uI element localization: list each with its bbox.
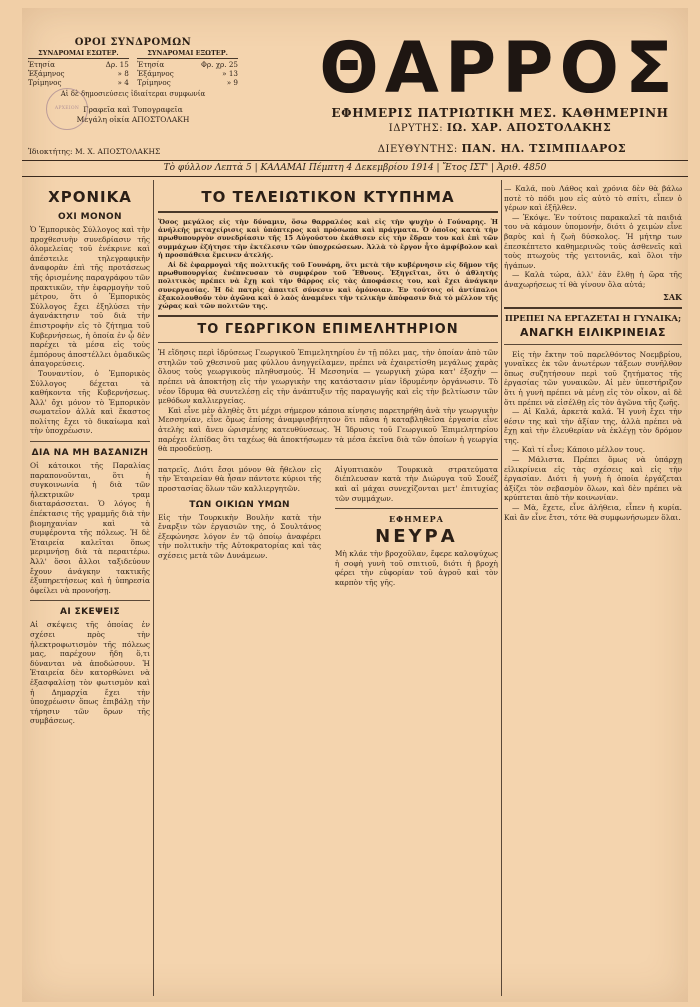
office-line-1: Γραφεῖα καὶ Τυπογραφεῖα (83, 105, 183, 114)
article-heading: ΑΙ ΣΚΕΨΕΙΣ (59, 607, 120, 618)
column-divider (153, 180, 154, 996)
lead-article-text: Αἱ δὲ ἐφαρμογαὶ τῆς πολιτικῆς τοῦ Γουνάρη, ὅτι μετὰ τὴν κυβέρνησιν εἰς δῆμον τῆς πρωθυπουργίας ἐνέπνευσαν τὸ συμφέρον τοῦ Ἔθνους. Ἐξηγεῖται, ὅτι ὁ ἀθλητὴς πολιτικὸς πρέπει νὰ ἔχῃ καὶ τὴν θάρρος εἰς τὰς ἀποφάσεις του, καὶ ἔχει ἀνάγκην συνεργασίας. Ἡ δὲ πατρὶς ἀπαιτεῖ σύνεσιν καὶ ὁμόνοιαν. Ἐν τούτοις οἱ ἀντίπαλοι ἐξακολουθοῦν τὸν ἀγῶνα καὶ ὁ λαὸς ἀναμένει τὴν τελικὴν ἀπόφασιν διὰ τὸ μέλλον τῆς χώρας καὶ τῶν πολιτῶν της. (158, 261, 498, 311)
column-divider (501, 180, 502, 996)
divider (30, 600, 150, 601)
article-text: Ἡ εἴδησις περὶ ἱδρύσεως Γεωργικοῦ Ἐπιμελητηρίου ἐν τῇ πόλει μας, τὴν ὁποίαν ἀπὸ τῶν στηλῶν τοῦ χθεσινοῦ μας φύλλου ἀνηγγείλαμεν, πρέπει νὰ ἐχαιρετίσθη μεγάλως χαρὰς ὅλους τοὺς γεωργικοὺς πληθυσμούς. Ἡ Μεσσηνία — γεωργικὴ χώρα κατ' ἐξοχὴν — πρέπει νὰ ἀποκτήσῃ εἰς τὴν γεωργικὴν της κατάστασιν μίαν ἰδρυμένην ὀργάνωσιν. Τὸ νέον ἴδρυμα θὰ συντελέσῃ εἰς τὴν ἀνάπτυξιν τῆς παραγωγῆς καὶ εἰς τὴν βελτίωσιν τῶν μεθόδων καλλιεργείας. (158, 348, 498, 406)
rate-value: » 4 (117, 78, 129, 87)
signature: ΣΑΚ (663, 291, 682, 302)
article-heading: ΔΙΑ ΝΑ ΜΗ ΒΑΣΑΝΙΖΗ (31, 448, 149, 459)
article-text: — Καὶ τί εἶνε; Κάποιο μέλλον τους. (512, 445, 646, 455)
rate-value: » 13 (222, 69, 238, 78)
director-name: ΠΑΝ. ΗΛ. ΤΣΙΜΠΙΔΑΡΟΣ (461, 142, 627, 155)
article-heading: ΤΩΝ ΟΙΚΙΩΝ ΥΜΩΝ (189, 499, 290, 510)
newspaper-title: ΘΑΡΡΟΣ (319, 27, 679, 109)
founder-label: ΙΔΡΥΤΗΣ: (388, 123, 444, 134)
article-text: Εἰς τὴν Τουρκικὴν Βουλὴν κατὰ τὴν ἔναρξιν τῶν ἐργασιῶν της, ὁ Σουλτάνος ἐξεφώνησε λόγον ἐν τῷ ὁποίῳ ἀναφέρει τὴν πολιτικὴν τῆς Αὐτοκρατορίας καὶ τὰς σχέσεις μετὰ τῶν Δυνάμεων. (158, 512, 322, 560)
agriculture-heading: ΤΟ ΓΕΩΡΓΙΚΟΝ ΕΠΙΜΕΛΗΤΗΡΙΟΝ (197, 322, 459, 338)
divider (30, 441, 150, 442)
divider (504, 307, 682, 309)
subscription-title: ΟΡΟΙ ΣΥΝΔΡΟΜΩΝ (74, 37, 192, 48)
newspaper-subtitle: ΕΦΗΜΕΡΙΣ ΠΑΤΡΙΩΤΙΚΗ ΜΕΣ. ΚΑΘΗΜΕΡΙΝΗ (331, 106, 669, 120)
rate-label: Ἐτησία (137, 60, 165, 69)
column-chronicles (30, 184, 150, 726)
story-text: — Καλὰ τώρα, ἀλλ' ἐὰν ἔλθῃ ἡ ὥρα τῆς ἀναχωρήσεως τί θὰ γίνουν ὅλα αὐτά; (504, 270, 682, 289)
chronicles-heading: ΧΡΟΝΙΚΑ (48, 188, 132, 206)
article-text: Οἱ κάτοικοι τῆς Παραλίας παραπονοῦνται, ὅτι ἡ συγκοινωνία ἡ διὰ τῶν ἠλεκτρικῶν τραμ διαταράσσεται. Ὁ λόγος ἡ ἐπέκτασις τῆς γραμμῆς διὰ τὴν βιομηχανίαν καὶ τὰ συμφέροντα τῆς πόλεως. Ἡ δὲ Ἑταιρεία καλεῖται ὅπως μεριμνήσῃ διὰ τὰ περαιτέρω. Ἀλλ' ὅσοι ἄλλοι ταξιδεύουν ἔχουν ἀνάγκην τακτικῆς ἐξυπηρετήσεως καὶ ἡ ὑπηρεσία ὀφείλει νὰ προνοήσῃ. (30, 461, 150, 595)
article-text: Αἰγυπτιακὸν Τουρκικὰ στρατεύματα διέπλευσαν κατὰ τὴν Διώρυγα τοῦ Σουέζ καὶ αἱ μάχαι συνεχίζονται μετ' ἐπιτυχίας τῶν συμμάχων. (334, 464, 498, 503)
outer-rates (137, 49, 238, 87)
column-right (504, 184, 682, 522)
rate-label: Ἑξάμηνος (28, 69, 65, 78)
lead-article-heading: ΤΟ ΤΕΛΕΙΩΤΙΚΟΝ ΚΤΥΠΗΜΑ (201, 188, 455, 206)
rate-value: Δρ. 15 (105, 60, 129, 69)
ads-note: Αἱ δὲ δημοσιεύσεις ἰδιαίτεραι συμφωνία (60, 90, 206, 98)
inner-rates-title: ΣΥΝΔΡΟΜΑΙ ΕΣΩΤΕΡ. (28, 49, 129, 59)
article-text: — Μάλιστα. Πρέπει ὅμως νὰ ὑπάρχῃ εἰλικρίνεια εἰς τὰς σχέσεις καὶ εἰς τὴν ἐργασίαν. Διότι ἡ γυνὴ ἡ ὁποία ἐργάζεται ἀξίζει τὸν σεβασμὸν ὅλων, καὶ δὲν πρέπει νὰ κρύπτεται ἀπὸ τὴν κοινωνίαν. (504, 455, 682, 503)
article-text: Ὁ Ἐμπορικὸς Σύλλογος καὶ τὴν προχθεσινὴν συνεδρίασιν τῆς ὁλομελείας τοῦ ἐνέκρινε καὶ ἀπέστειλε τηλεγραφικὴν ἀναφορὰν ἐπὶ τῆς προτάσεως τῆς ὁρισμένης παραγράφου τῶν πρακτικῶν, τὴν ἐφαρμογὴν τοῦ μέτρου, ὅτι ὁ Ἐμπορικὸς Σύλλογος ἔχει ἐξηλύσει τὴν ἀγανάκτησιν τοῦ διὰ τὴν ἐπιστροφὴν εἰς τὸ ζήτημα τοῦ Κυβερνήσεως, ἡ ὁποία ἐν ᾧ δὲν παρέχει τὰ μέσα εἰς τοὺς ἐμπόρους ἀποστέλλει ὁμαδικῶς ἀπαγορεύσεις. (30, 225, 150, 369)
office-line-2: Μεγάλη οἰκία ΑΠΟΣΤΟΛΑΚΗ (76, 115, 190, 124)
lead-article-text: Ὅσος μεγάλος εἰς τὴν δύναμιν, ὅσω θαρραλέος καὶ εἰς τὴν ψυχὴν ὁ Γούναρης. Ἡ ἀνήλεὴς μεταχείρισις καὶ ὑπόπτερος καὶ πρόσωπα καὶ πράγματα. Ὁ ὁποῖος κατὰ τὴν πρωθυπουργὸν συνεδρίασιν τῆς 15 Αὐγούστου ἐκάθισεν εἰς τὴν ἔδραν του καὶ ἐπὶ τῶν συμμάχων ἐζήτησε τὴν ἐκτέλεσιν τῶν ὑποχρεώσεων. Ἀλλὰ τὸ ἔργον ἦτο ἀμφίβολον καὶ ἡ προσπάθεια ἔμεινεν ἀτελής. (158, 218, 498, 259)
article-text: Εἰς τὴν ἔκτην τοῦ παρελθόντος Νοεμβρίου, γυναῖκες ἐκ τῶν ἀνωτέρων τάξεων συνῆλθον ὅπως συζητήσουν περὶ τοῦ ζητήματος τῆς ἐργασίας τῶν γυναικῶν. Αἱ μὲν ὑπεστήριζον ὅτι ἡ γυνὴ πρέπει νὰ μένῃ εἰς τὸν οἶκον, αἱ δὲ ὅτι πρέπει νὰ εἰσέλθῃ εἰς τὸν ἀγῶνα τῆς ζωῆς. (504, 349, 682, 407)
bottom-left (158, 465, 321, 588)
divider (158, 211, 498, 213)
column-main (158, 184, 498, 588)
director-line (302, 142, 700, 155)
owner-line: Ἰδιοκτήτης: Μ. Χ. ΑΠΟΣΤΟΛΑΚΗΣ (28, 147, 161, 156)
director-label: ΔΙΕΥΘΥΝΤΗΣ: (377, 144, 458, 155)
article-text: πατρεῖς. Διότι ἔσοι μόνον θὰ ἤθελον εἰς τὴν Ἑταιρείαν θὰ ἦσαν πάντοτε κύριοι τῆς προστασίας ὅλων τῶν καλλιεργητῶν. (158, 464, 322, 493)
newspaper-page (22, 8, 688, 1002)
article-text: Τουναντίον, ὁ Ἐμπορικὸς Σύλλογος δέχεται τὰ καθήκοντα τῆς Κυβερνήσεως. Ἀλλ' ὄχι μόνον τὸ Ἐμπορικὸν σωματεῖον ἀλλὰ καὶ ἕκαστος πολίτης ἔχει τὸ δικαίωμα καὶ τὴν ὑποχρέωσιν. (30, 368, 150, 436)
inner-rates (28, 49, 129, 87)
column-label: ΕΦΗΜΕΡΑ (389, 514, 444, 525)
divider (158, 342, 498, 343)
article-text: Αἱ σκέψεις τῆς ὁποίας ἐν σχέσει πρὸς τὴν ἠλεκτροφωτισμὸν τῆς πόλεως μας, παρέχουν ἤδη ὅ,τι δύνανται νὰ ἀποδώσουν. Ἡ Ἑταιρεία δὲν κατορθώνει νὰ ἐξασφαλίσῃ τὸν φωτισμὸν καὶ ἡ Δημαρχία ἔχει τὴν ὑποχρέωσιν ὅπως ἐπιβάλῃ τὴν τήρησιν τῶν ὅρων τῆς συμβάσεως. (30, 620, 150, 726)
dateline: Τὸ φύλλον Λεπτὰ 5 | ΚΑΛΑΜΑΙ Πέμπτη 4 Δεκεμβρίου 1914 | Ἔτος ΙΣΤ' | Ἀριθ. 4850 (22, 160, 688, 177)
divider (335, 508, 498, 509)
founder-line (290, 121, 700, 134)
rate-value: Φρ. χρ. 25 (201, 60, 238, 69)
divider (504, 344, 682, 345)
article-text: — Μὰ, ἔχετε, εἶνε ἀλήθεια, εἶπεν ἡ κυρία. Καὶ ἂν εἶνε ἔτσι, τότε θὰ συμφωνήσωμεν ὅλαι. (504, 503, 682, 522)
rate-value: » 9 (226, 78, 238, 87)
divider (158, 315, 498, 317)
article-heading: ΟΧΙ ΜΟΝΟΝ (58, 212, 122, 222)
rate-label: Ἐτησία (28, 60, 55, 69)
article-text: — Αἱ Καλά, ἀρκετὰ καλά. Ἡ γυνὴ ἔχει τὴν θέσιν της καὶ τὴν ἀξίαν της, ἀλλὰ πρέπει νὰ ἔχῃ καὶ τὴν ἐλευθερίαν νὰ ἐκλέγῃ τὸν δρόμον της. (504, 407, 682, 445)
rate-value: » 8 (117, 69, 129, 78)
outer-rates-title: ΣΥΝΔΡΟΜΑΙ ΕΞΩΤΕΡ. (137, 49, 238, 59)
archive-stamp: ΑΡΧΕΙΟΝ (46, 88, 88, 130)
story-text: — Καλά, ποὺ Λάθος καὶ χρόνια δὲν θὰ βάλω ποτὲ τὸ πόδι μου εἰς αὐτὸ τὸ σπίτι, εἶπεν ὁ γέρων καὶ ἐξῆλθεν. (504, 184, 682, 213)
nevra-heading: ΝΕΥΡΑ (375, 526, 458, 548)
story-text: — Ἐκόψε. Ἐν τούτοις παρακαλεῖ τὰ παιδιά του νὰ κάμουν ὑπομονήν, διότι ὁ χειμὼν εἶνε βαρὺς καὶ ἡ ζωὴ δύσκολος. Ἡ μήτηρ των ἐπεσκέπτετο καθημερινῶς τοὺς ἀσθενεῖς καὶ τοὺς πτωχοὺς τῆς γειτονιᾶς, καὶ ὅλοι τὴν ἠγάπων. (504, 212, 682, 270)
article-heading: ΑΝΑΓΚΗ ΕΙΛΙΚΡΙΝΕΙΑΣ (519, 325, 667, 339)
bottom-right (335, 465, 498, 588)
rate-label: Τρίμηνος (28, 78, 62, 87)
article-text: Μὴ κλάε τὴν βροχοῦλαν, ἔφερε καλοψύχως ἡ σοφὴ γυνὴ τοῦ σπιτιοῦ, διότι ἡ βροχὴ φέρει τὴν εὐφορίαν τοῦ ἀγροῦ καὶ τὸν καρπὸν τῆς γῆς. (334, 549, 498, 587)
rate-label: Τρίμηνος (137, 78, 171, 87)
bottom-split (158, 465, 498, 588)
article-kicker: ΠΡΕΠΕΙ ΝΑ ΕΡΓΑΖΕΤΑΙ Η ΓΥΝΑΙΚΑ; (504, 313, 682, 324)
divider (158, 459, 498, 460)
founder-name: ΙΩ. ΧΑΡ. ΑΠΟΣΤΟΛΑΚΗΣ (446, 121, 612, 134)
article-text: Καὶ εἶνε μὲν ἀληθὲς ὅτι μέχρι σήμερον κάποια κίνησις παρετηρήθη ἀνὰ τὴν γεωργικὴν Μεσσηνίαν, εἶνε ὅμως ἐπίσης ἀναμφισβήτητον ὅτι πᾶσα ἡ καταβληθεῖσα ἐργασία εἶνε ἀτελὴς καὶ ἄνευ ὡρισμένης κατευθύνσεως. Ἡ Ἰδρυσις τοῦ Γεωργικοῦ Ἐπιμελητηρίου παρέχει ἐλπίδας ὅτι ταχέως θὰ ἀποκτήσωμεν τὰ μέσα ἐκεῖνα διὰ τῶν ὁποίων ἡ γεωργία θὰ προοδεύσῃ. (158, 405, 498, 454)
rate-label: Ἑξάμηνος (137, 69, 174, 78)
